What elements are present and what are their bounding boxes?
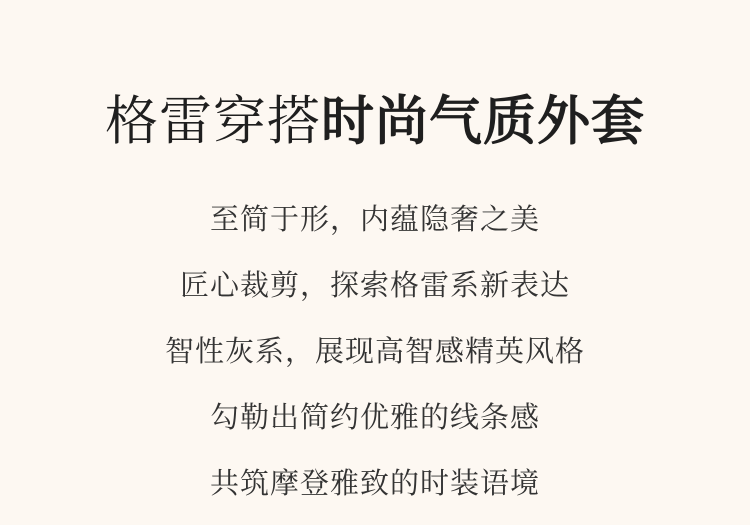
banner-title-bold-part: 时尚气质外套 [321,91,645,152]
banner-tagline-list [0,186,750,516]
banner-title [0,0,750,150]
tagline-line-4: 勾勒出简约优雅的线条感 [209,399,540,434]
tagline-line-1: 至简于形，内蕴隐奢之美 [209,201,540,236]
tagline-line-5: 共筑摩登雅致的时装语境 [209,465,540,500]
tagline-line-3: 智性灰系，展现高智感精英风格 [164,333,585,368]
banner-title-regular-part: 格雷穿搭 [105,91,321,152]
tagline-line-2: 匠心裁剪，探索格雷系新表达 [179,267,570,302]
